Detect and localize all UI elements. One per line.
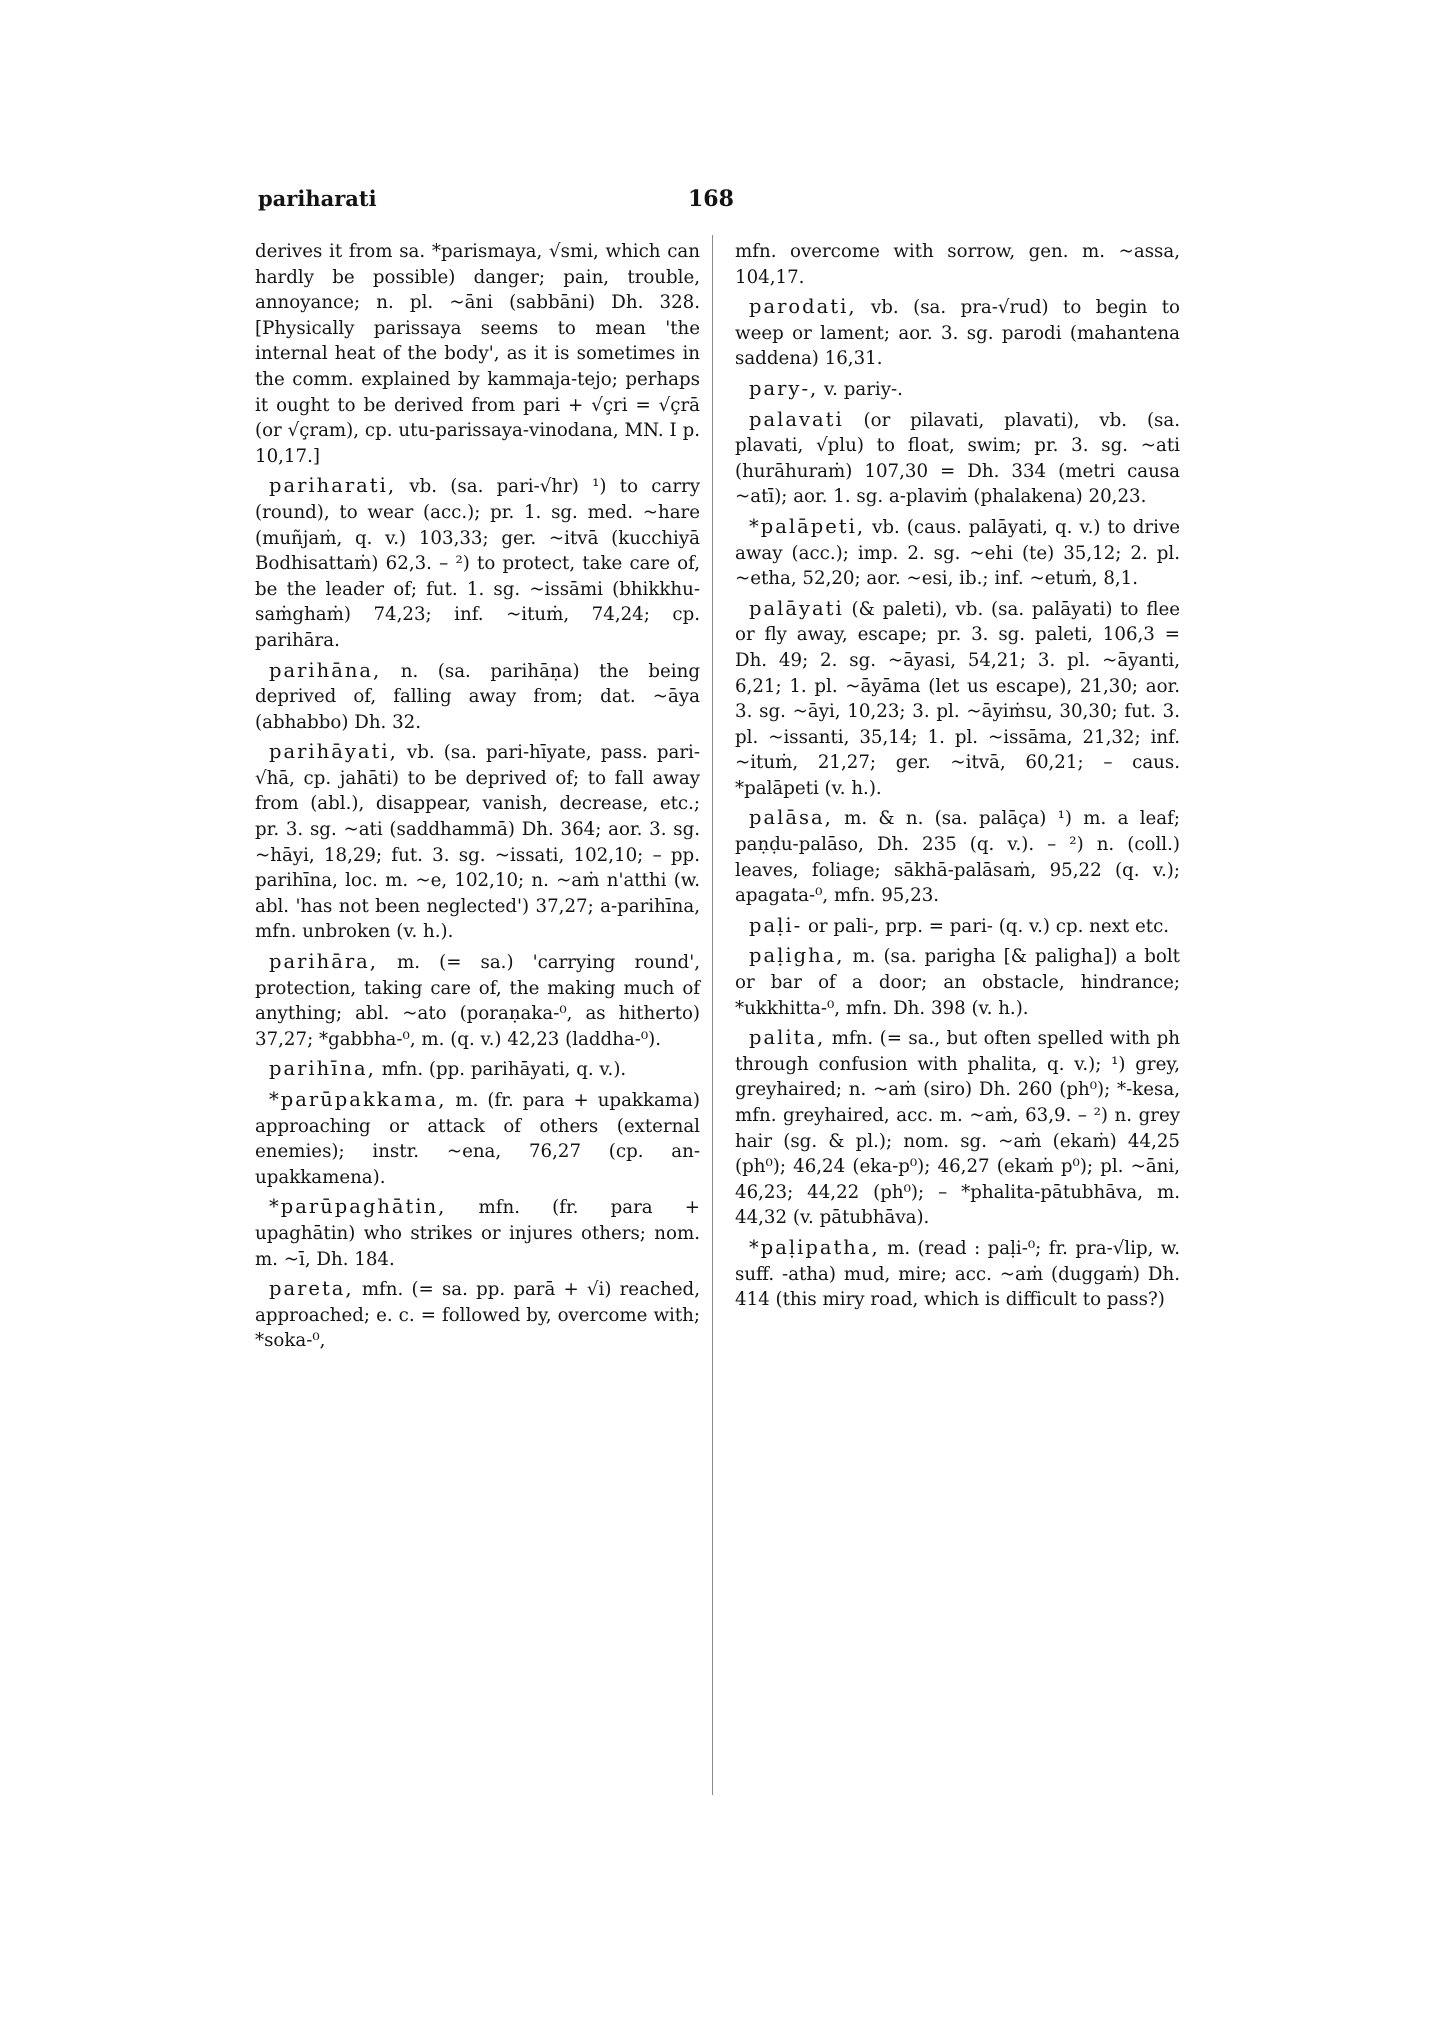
entry-text: m. (sa. parigha [& paligha]) a bolt or bar of a door; an obstacle, hindrance; *ukkhitta-⁰, mfn. Dh. 398 (v. h.). xyxy=(735,946,1180,1019)
dictionary-entry xyxy=(255,739,700,945)
dictionary-entry xyxy=(735,294,1180,372)
entry-text: vb. (sa. pari-√hr) ¹) to carry (round), to wear (acc.); pr. 1. sg. med. ~hare (muñjaṁ, q. v.) 103,33; ger. ~itvā (kucchiyā Bodhisattaṁ) 62,3. – ²) to protect, take care of, be the leader of; fut. 1. sg. ~issāmi (bhikkhu-saṁghaṁ) 74,23; inf. ~ituṁ, 74,24; cp. parihāra. xyxy=(255,476,700,651)
entry-text: n. (sa. parihāṇa) the being deprived of, falling away from; dat. ~āya (abhabbo) Dh. 32. xyxy=(255,660,700,733)
dictionary-entry xyxy=(735,1025,1180,1231)
dictionary-entry xyxy=(255,658,700,736)
entry-text: vb. (sa. pari-hīyate, pass. pari-√hā, cp. jahāti) to be deprived of; to fall away from (abl.), disappear, vanish, decrease, etc.; pr. 3. sg. ~ati (saddhammā) Dh. 364; aor. 3. sg. ~hāyi, 18,29; fut. 3. sg. ~issati, 102,10; – pp. parihīna, loc. m. ~e, 102,10; n. ~aṁ n'atthi (w. abl. 'has not been neglected') 37,27; a-parihīna, mfn. unbroken (v. h.). xyxy=(255,742,700,943)
dictionary-entry xyxy=(255,949,700,1052)
entry-headword: *parūpaghātin, xyxy=(269,1195,447,1219)
entry-headword: *palāpeti, xyxy=(749,514,866,538)
dictionary-entry xyxy=(255,1276,700,1354)
entry-headword: pareta, xyxy=(269,1277,354,1301)
dictionary-entry xyxy=(735,407,1180,510)
entry-text: vb. (sa. pra-√rud) to begin to weep or lament; aor. 3. sg. parodi (mahantena saddena) 16,31. xyxy=(735,297,1180,370)
running-head: pariharati xyxy=(258,186,377,211)
entry-headword: pariharati, xyxy=(269,474,397,498)
dictionary-entry xyxy=(735,913,1180,940)
dictionary-entry xyxy=(735,596,1180,802)
entry-headword: parodati, xyxy=(749,295,857,319)
entry-text: derives it from sa. *parismaya, √smi, which can hardly be possible) danger; pain, trouble, annoyance; n. pl. ~āni (sabbāni) Dh. 328. [Physically parissaya seems to mean 'the internal heat of the body', as it is sometimes in the comm. explained by kammaja-tejo; perhaps it ought to be derived from pari + √çri = √çrā (or √çram), cp. utu-parissaya-vinodana, MN. I p. 10,17.] xyxy=(255,241,700,467)
entry-text: mfn. (fr. para + upaghātin) who strikes or injures others; nom. m. ~ī, Dh. 184. xyxy=(255,1197,700,1270)
entry-headword: parihāyati, xyxy=(269,740,398,764)
entry-text: (or pilavati, plavati), vb. (sa. plavati, √plu) to float, swim; pr. 3. sg. ~ati (hurāhuraṁ) 107,30 = Dh. 334 (metri causa ~atī); aor. 1. sg. a-plaviṁ (phalakena) 20,23. xyxy=(735,409,1180,508)
entry-headword: parihāra, xyxy=(269,950,378,974)
dictionary-entry xyxy=(735,805,1180,908)
entry-headword: *parūpakkama, xyxy=(269,1088,447,1111)
entry-text: mfn. (= sa. pp. parā + √i) reached, approached; e. c. = followed by, overcome with; *soka-⁰, xyxy=(255,1279,700,1352)
entry-headword: palavati xyxy=(749,407,844,431)
entry-text: vb. (caus. palāyati, q. v.) to drive away (acc.); imp. 2. sg. ~ehi (te) 35,12; 2. pl. ~etha, 52,20; aor. ~esi, ib.; inf. ~etuṁ, 8,1. xyxy=(735,516,1180,590)
right-column xyxy=(735,238,1180,1317)
dictionary-entry xyxy=(735,514,1180,592)
dictionary-entry xyxy=(735,238,1180,290)
dictionary-entry xyxy=(735,376,1180,403)
entry-text: m. (= sa.) 'carrying round', protection, taking care of, the making much of anything; abl. ~ato (poraṇaka-⁰, as hitherto) 37,27; *gabbha-⁰, m. (q. v.) 42,23 (laddha-⁰). xyxy=(255,952,700,1050)
left-column xyxy=(255,238,700,1358)
entry-headword: palita, xyxy=(749,1026,826,1050)
dictionary-entry xyxy=(255,1087,700,1190)
entry-headword: pary-, xyxy=(749,376,819,400)
entry-text: mfn. overcome with sorrow, gen. m. ~assa, 104,17. xyxy=(735,241,1180,288)
entry-headword: paḷigha, xyxy=(749,944,845,968)
entry-text: m. (read : paḷi-⁰; fr. pra-√lip, w. suff. -atha) mud, mire; acc. ~aṁ (duggaṁ) Dh. 414 (this miry road, which is difficult to pass?) xyxy=(735,1237,1180,1311)
dictionary-entry xyxy=(255,1056,700,1083)
dictionary-entry xyxy=(255,238,700,469)
entry-text: mfn. (= sa., but often spelled with ph through confusion with phalita, q. v.); ¹) grey, greyhaired; n. ~aṁ (siro) Dh. 260 (ph⁰); *-kesa, mfn. greyhaired, acc. m. ~aṁ, 63,9. – ²) n. grey hair (sg. & pl.); nom. sg. ~aṁ (ekaṁ) 44,25 (ph⁰); 46,24 (eka-p⁰); 46,27 (ekaṁ p⁰); pl. ~āni, 46,23; 44,22 (ph⁰); – *phalita-pātubhāva, m. 44,32 (v. pātubhāva). xyxy=(735,1028,1180,1229)
entry-headword: *paḷipatha, xyxy=(749,1235,880,1259)
entry-text: m. (fr. para + upakkama) approaching or attack of others (external enemies); instr. ~ena, 76,27 (cp. an-upakkamena). xyxy=(255,1090,700,1188)
entry-headword: paḷi- xyxy=(749,913,803,937)
dictionary-entry xyxy=(255,1194,700,1272)
entry-text: (& paleti), vb. (sa. palāyati) to flee or fly away, escape; pr. 3. sg. paleti, 106,3 = Dh. 49; 2. sg. ~āyasi, 54,21; 3. pl. ~āyanti, 6,21; 1. pl. ~āyāma (let us escape), 21,30; aor. 3. sg. ~āyi, 10,23; 3. pl. ~āyiṁsu, 30,30; fut. 3. pl. ~issanti, 35,14; 1. pl. ~issāma, 21,32; inf. ~ituṁ, 21,27; ger. ~itvā, 60,21; – caus. *palāpeti (v. h.). xyxy=(735,598,1180,799)
entry-headword: parihīna, xyxy=(269,1057,376,1081)
entry-text: m. & n. (sa. palāça) ¹) m. a leaf; paṇḍu-palāso, Dh. 235 (q. v.). – ²) n. (coll.) leaves, foliage; sākhā-palāsaṁ, 95,22 (q. v.); apagata-⁰, mfn. 95,23. xyxy=(735,808,1180,907)
dictionary-entry xyxy=(735,1235,1180,1313)
entry-text: mfn. (pp. parihāyati, q. v.). xyxy=(381,1059,627,1081)
column-divider xyxy=(712,235,713,1795)
entry-headword: palāsa, xyxy=(749,806,833,830)
dictionary-entry xyxy=(255,473,700,653)
dictionary-entry xyxy=(735,943,1180,1021)
page-number: 168 xyxy=(688,186,734,212)
entry-headword: parihāna, xyxy=(269,658,382,682)
entry-headword: palāyati xyxy=(749,596,844,620)
entry-text: or pali-, prp. = pari- (q. v.) cp. next etc. xyxy=(807,915,1170,937)
entry-text: v. pariy-. xyxy=(824,378,903,400)
